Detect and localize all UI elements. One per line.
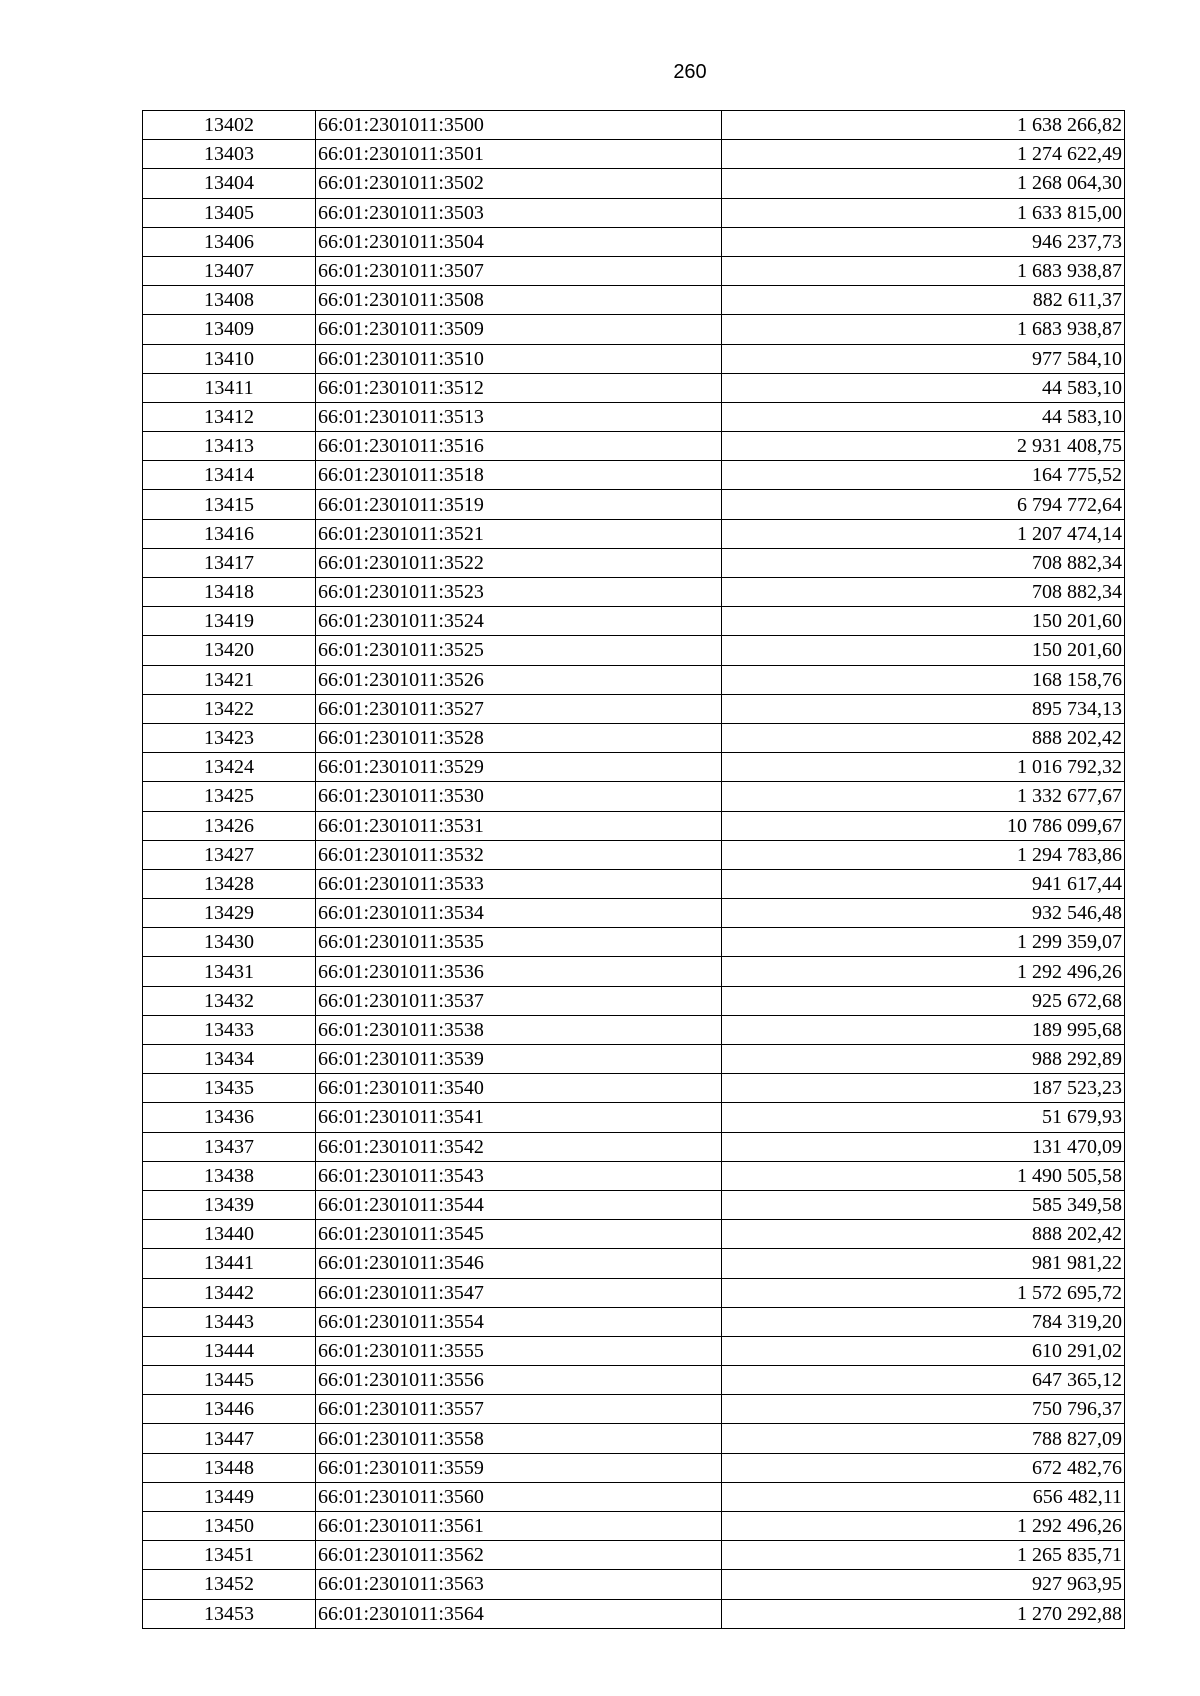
cadastral-number-cell: 66:01:2301011:3512: [316, 373, 722, 402]
cadastral-value-cell: 672 482,76: [722, 1453, 1125, 1482]
row-number-cell: 13406: [143, 227, 316, 256]
cadastral-value-cell: 708 882,34: [722, 548, 1125, 577]
row-number-cell: 13418: [143, 578, 316, 607]
cadastral-value-cell: 1 490 505,58: [722, 1161, 1125, 1190]
cadastral-value-cell: 1 292 496,26: [722, 957, 1125, 986]
table-row: [143, 607, 1125, 636]
table-row: [143, 694, 1125, 723]
cadastral-number-cell: 66:01:2301011:3546: [316, 1249, 722, 1278]
row-number-cell: 13453: [143, 1599, 316, 1628]
cadastral-number-cell: 66:01:2301011:3529: [316, 753, 722, 782]
cadastral-number-cell: 66:01:2301011:3501: [316, 140, 722, 169]
table-body: [143, 111, 1125, 1629]
table-row: [143, 286, 1125, 315]
cadastral-number-cell: 66:01:2301011:3522: [316, 548, 722, 577]
cadastral-number-cell: 66:01:2301011:3544: [316, 1190, 722, 1219]
row-number-cell: 13440: [143, 1220, 316, 1249]
row-number-cell: 13447: [143, 1424, 316, 1453]
row-number-cell: 13429: [143, 899, 316, 928]
cadastral-value-cell: 882 611,37: [722, 286, 1125, 315]
row-number-cell: 13412: [143, 402, 316, 431]
cadastral-value-cell: 888 202,42: [722, 1220, 1125, 1249]
row-number-cell: 13427: [143, 840, 316, 869]
table-row: [143, 461, 1125, 490]
cadastral-number-cell: 66:01:2301011:3504: [316, 227, 722, 256]
row-number-cell: 13405: [143, 198, 316, 227]
row-number-cell: 13423: [143, 723, 316, 752]
table-row: [143, 665, 1125, 694]
cadastral-value-cell: 585 349,58: [722, 1190, 1125, 1219]
cadastral-number-cell: 66:01:2301011:3545: [316, 1220, 722, 1249]
cadastral-number-cell: 66:01:2301011:3533: [316, 869, 722, 898]
row-number-cell: 13409: [143, 315, 316, 344]
cadastral-value-cell: 1 299 359,07: [722, 928, 1125, 957]
table-row: [143, 753, 1125, 782]
cadastral-number-cell: 66:01:2301011:3534: [316, 899, 722, 928]
table-row: [143, 1512, 1125, 1541]
cadastral-number-cell: 66:01:2301011:3547: [316, 1278, 722, 1307]
cadastral-number-cell: 66:01:2301011:3509: [316, 315, 722, 344]
cadastral-number-cell: 66:01:2301011:3508: [316, 286, 722, 315]
cadastral-number-cell: 66:01:2301011:3525: [316, 636, 722, 665]
cadastral-number-cell: 66:01:2301011:3531: [316, 811, 722, 840]
cadastral-value-cell: 708 882,34: [722, 578, 1125, 607]
cadastral-number-cell: 66:01:2301011:3516: [316, 432, 722, 461]
table-row: [143, 1161, 1125, 1190]
row-number-cell: 13450: [143, 1512, 316, 1541]
row-number-cell: 13425: [143, 782, 316, 811]
table-row: [143, 986, 1125, 1015]
row-number-cell: 13422: [143, 694, 316, 723]
cadastral-number-cell: 66:01:2301011:3536: [316, 957, 722, 986]
cadastral-number-cell: 66:01:2301011:3527: [316, 694, 722, 723]
cadastral-value-cell: 164 775,52: [722, 461, 1125, 490]
cadastral-number-cell: 66:01:2301011:3532: [316, 840, 722, 869]
table-row: [143, 373, 1125, 402]
row-number-cell: 13432: [143, 986, 316, 1015]
cadastral-value-cell: 1 683 938,87: [722, 315, 1125, 344]
cadastral-number-cell: 66:01:2301011:3558: [316, 1424, 722, 1453]
cadastral-value-cell: 788 827,09: [722, 1424, 1125, 1453]
row-number-cell: 13452: [143, 1570, 316, 1599]
table-row: [143, 140, 1125, 169]
table-row: [143, 782, 1125, 811]
row-number-cell: 13421: [143, 665, 316, 694]
row-number-cell: 13442: [143, 1278, 316, 1307]
cadastral-number-cell: 66:01:2301011:3555: [316, 1336, 722, 1365]
cadastral-value-cell: 981 981,22: [722, 1249, 1125, 1278]
table-row: [143, 578, 1125, 607]
table-row: [143, 869, 1125, 898]
table-row: [143, 1015, 1125, 1044]
row-number-cell: 13444: [143, 1336, 316, 1365]
cadastral-value-cell: 1 207 474,14: [722, 519, 1125, 548]
table-row: [143, 1249, 1125, 1278]
row-number-cell: 13414: [143, 461, 316, 490]
row-number-cell: 13407: [143, 256, 316, 285]
table-row: [143, 1482, 1125, 1511]
row-number-cell: 13435: [143, 1074, 316, 1103]
table-row: [143, 723, 1125, 752]
cadastral-value-cell: 1 294 783,86: [722, 840, 1125, 869]
cadastral-value-cell: 932 546,48: [722, 899, 1125, 928]
table-row: [143, 1453, 1125, 1482]
page-number: 260: [673, 61, 707, 83]
row-number-cell: 13403: [143, 140, 316, 169]
cadastral-value-cell: 784 319,20: [722, 1307, 1125, 1336]
cadastral-value-cell: 610 291,02: [722, 1336, 1125, 1365]
cadastral-number-cell: 66:01:2301011:3503: [316, 198, 722, 227]
cadastral-number-cell: 66:01:2301011:3523: [316, 578, 722, 607]
row-number-cell: 13441: [143, 1249, 316, 1278]
cadastral-number-cell: 66:01:2301011:3526: [316, 665, 722, 694]
cadastral-value-cell: 647 365,12: [722, 1366, 1125, 1395]
cadastral-number-cell: 66:01:2301011:3507: [316, 256, 722, 285]
cadastral-value-cell: 6 794 772,64: [722, 490, 1125, 519]
row-number-cell: 13428: [143, 869, 316, 898]
cadastral-value-cell: 168 158,76: [722, 665, 1125, 694]
cadastral-number-cell: 66:01:2301011:3559: [316, 1453, 722, 1482]
table-row: [143, 1103, 1125, 1132]
table-row: [143, 1599, 1125, 1628]
cadastral-number-cell: 66:01:2301011:3513: [316, 402, 722, 431]
cadastral-value-cell: 187 523,23: [722, 1074, 1125, 1103]
table-row: [143, 227, 1125, 256]
cadastral-number-cell: 66:01:2301011:3528: [316, 723, 722, 752]
table-row: [143, 402, 1125, 431]
cadastral-value-cell: 1 633 815,00: [722, 198, 1125, 227]
table-row: [143, 256, 1125, 285]
cadastral-number-cell: 66:01:2301011:3563: [316, 1570, 722, 1599]
table-row: [143, 1074, 1125, 1103]
cadastral-value-cell: 1 016 792,32: [722, 753, 1125, 782]
row-number-cell: 13404: [143, 169, 316, 198]
row-number-cell: 13451: [143, 1541, 316, 1570]
row-number-cell: 13431: [143, 957, 316, 986]
cadastral-number-cell: 66:01:2301011:3521: [316, 519, 722, 548]
row-number-cell: 13415: [143, 490, 316, 519]
cadastral-number-cell: 66:01:2301011:3500: [316, 111, 722, 140]
row-number-cell: 13413: [143, 432, 316, 461]
cadastral-value-cell: 1 683 938,87: [722, 256, 1125, 285]
row-number-cell: 13443: [143, 1307, 316, 1336]
row-number-cell: 13416: [143, 519, 316, 548]
row-number-cell: 13445: [143, 1366, 316, 1395]
cadastral-value-cell: 2 931 408,75: [722, 432, 1125, 461]
cadastral-number-cell: 66:01:2301011:3557: [316, 1395, 722, 1424]
cadastral-number-cell: 66:01:2301011:3543: [316, 1161, 722, 1190]
row-number-cell: 13430: [143, 928, 316, 957]
row-number-cell: 13420: [143, 636, 316, 665]
cadastral-number-cell: 66:01:2301011:3519: [316, 490, 722, 519]
table-row: [143, 811, 1125, 840]
cadastral-value-table: [142, 110, 1125, 1629]
table-row: [143, 840, 1125, 869]
table-row: [143, 169, 1125, 198]
cadastral-value-cell: 1 268 064,30: [722, 169, 1125, 198]
cadastral-value-cell: 44 583,10: [722, 373, 1125, 402]
row-number-cell: 13448: [143, 1453, 316, 1482]
table-row: [143, 111, 1125, 140]
cadastral-value-cell: 1 292 496,26: [722, 1512, 1125, 1541]
cadastral-number-cell: 66:01:2301011:3539: [316, 1045, 722, 1074]
row-number-cell: 13433: [143, 1015, 316, 1044]
cadastral-value-cell: 750 796,37: [722, 1395, 1125, 1424]
row-number-cell: 13417: [143, 548, 316, 577]
cadastral-value-cell: 131 470,09: [722, 1132, 1125, 1161]
cadastral-value-cell: 189 995,68: [722, 1015, 1125, 1044]
table-row: [143, 1424, 1125, 1453]
table-row: [143, 1307, 1125, 1336]
cadastral-value-cell: 1 274 622,49: [722, 140, 1125, 169]
cadastral-number-cell: 66:01:2301011:3535: [316, 928, 722, 957]
cadastral-number-cell: 66:01:2301011:3510: [316, 344, 722, 373]
cadastral-value-cell: 946 237,73: [722, 227, 1125, 256]
table-row: [143, 432, 1125, 461]
row-number-cell: 13402: [143, 111, 316, 140]
cadastral-number-cell: 66:01:2301011:3537: [316, 986, 722, 1015]
table-row: [143, 1366, 1125, 1395]
row-number-cell: 13434: [143, 1045, 316, 1074]
table-row: [143, 636, 1125, 665]
table-row: [143, 1541, 1125, 1570]
cadastral-value-cell: 927 963,95: [722, 1570, 1125, 1599]
row-number-cell: 13446: [143, 1395, 316, 1424]
cadastral-value-cell: 51 679,93: [722, 1103, 1125, 1132]
cadastral-value-cell: 1 265 835,71: [722, 1541, 1125, 1570]
cadastral-number-cell: 66:01:2301011:3564: [316, 1599, 722, 1628]
cadastral-number-cell: 66:01:2301011:3542: [316, 1132, 722, 1161]
cadastral-number-cell: 66:01:2301011:3560: [316, 1482, 722, 1511]
table-row: [143, 198, 1125, 227]
row-number-cell: 13424: [143, 753, 316, 782]
table-row: [143, 1570, 1125, 1599]
cadastral-value-cell: 895 734,13: [722, 694, 1125, 723]
cadastral-number-cell: 66:01:2301011:3554: [316, 1307, 722, 1336]
row-number-cell: 13426: [143, 811, 316, 840]
table-row: [143, 1190, 1125, 1219]
cadastral-number-cell: 66:01:2301011:3530: [316, 782, 722, 811]
cadastral-number-cell: 66:01:2301011:3556: [316, 1366, 722, 1395]
row-number-cell: 13411: [143, 373, 316, 402]
cadastral-value-cell: 150 201,60: [722, 636, 1125, 665]
table-row: [143, 1278, 1125, 1307]
row-number-cell: 13439: [143, 1190, 316, 1219]
cadastral-value-cell: 1 638 266,82: [722, 111, 1125, 140]
table-row: [143, 519, 1125, 548]
cadastral-number-cell: 66:01:2301011:3541: [316, 1103, 722, 1132]
cadastral-value-cell: 150 201,60: [722, 607, 1125, 636]
table-row: [143, 1045, 1125, 1074]
cadastral-number-cell: 66:01:2301011:3538: [316, 1015, 722, 1044]
cadastral-value-cell: 1 270 292,88: [722, 1599, 1125, 1628]
row-number-cell: 13408: [143, 286, 316, 315]
cadastral-number-cell: 66:01:2301011:3540: [316, 1074, 722, 1103]
cadastral-value-cell: 656 482,11: [722, 1482, 1125, 1511]
cadastral-number-cell: 66:01:2301011:3502: [316, 169, 722, 198]
cadastral-value-cell: 1 332 677,67: [722, 782, 1125, 811]
cadastral-value-cell: 977 584,10: [722, 344, 1125, 373]
cadastral-value-cell: 888 202,42: [722, 723, 1125, 752]
row-number-cell: 13449: [143, 1482, 316, 1511]
cadastral-value-cell: 941 617,44: [722, 869, 1125, 898]
cadastral-number-cell: 66:01:2301011:3562: [316, 1541, 722, 1570]
cadastral-value-cell: 44 583,10: [722, 402, 1125, 431]
row-number-cell: 13438: [143, 1161, 316, 1190]
row-number-cell: 13410: [143, 344, 316, 373]
cadastral-number-cell: 66:01:2301011:3518: [316, 461, 722, 490]
cadastral-number-cell: 66:01:2301011:3524: [316, 607, 722, 636]
table-row: [143, 899, 1125, 928]
cadastral-number-cell: 66:01:2301011:3561: [316, 1512, 722, 1541]
cadastral-value-cell: 10 786 099,67: [722, 811, 1125, 840]
row-number-cell: 13436: [143, 1103, 316, 1132]
table-row: [143, 1220, 1125, 1249]
row-number-cell: 13419: [143, 607, 316, 636]
row-number-cell: 13437: [143, 1132, 316, 1161]
table-row: [143, 1395, 1125, 1424]
cadastral-value-cell: 925 672,68: [722, 986, 1125, 1015]
cadastral-value-cell: 1 572 695,72: [722, 1278, 1125, 1307]
table-row: [143, 1132, 1125, 1161]
cadastral-value-cell: 988 292,89: [722, 1045, 1125, 1074]
table-row: [143, 344, 1125, 373]
table-row: [143, 490, 1125, 519]
table-row: [143, 957, 1125, 986]
table-row: [143, 315, 1125, 344]
table-row: [143, 548, 1125, 577]
table-row: [143, 928, 1125, 957]
table-row: [143, 1336, 1125, 1365]
